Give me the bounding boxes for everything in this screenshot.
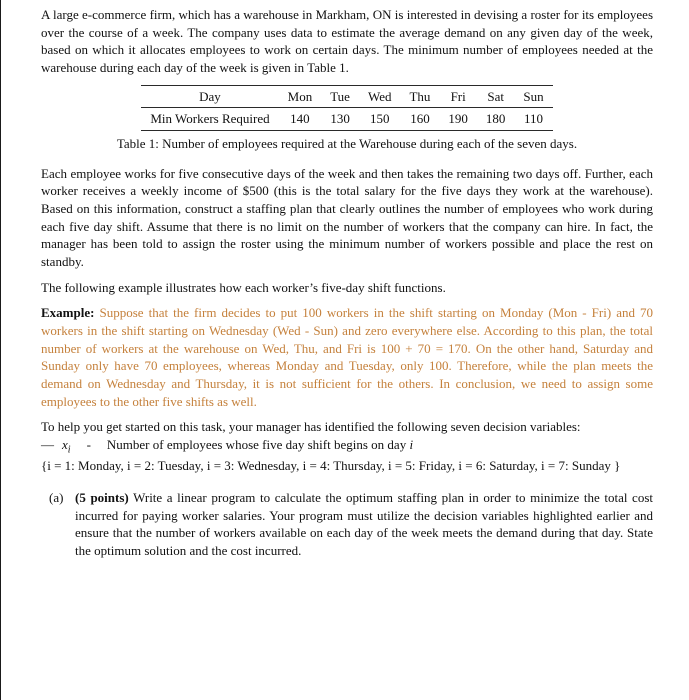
variable-xi: $x_i$ bbox=[62, 437, 71, 456]
table-value-cell: 190 bbox=[448, 111, 468, 127]
table-row-label: Min Workers Required bbox=[150, 111, 270, 127]
decision-variables-intro: To help you get started on this task, your manager has identified the following seven decision variables: bbox=[41, 419, 581, 435]
table-data-row bbox=[141, 108, 552, 131]
demand-table bbox=[141, 85, 552, 131]
table-day-cell: Thu bbox=[400, 85, 439, 108]
shift-rules-paragraph: Each employee works for five consecutive days of the week and then takes the remaining two days off. Further, each worker receives a weekly income of $500 (this is the total salary for the five days they work at the warehouse). Based on this information, construct a staffing plan that clearly outlines the number of employees who work during each five day shift. Assume that there is no limit on the number of workers that the company can hire. In fact, the manager has been told to assign the roster using the minimum number of workers possible and place the rest on standby. bbox=[41, 165, 653, 270]
variable-i: i bbox=[409, 437, 414, 453]
item-a-body bbox=[75, 489, 653, 560]
example-paragraph bbox=[41, 304, 653, 410]
item-a-text: Write a linear program to calculate the optimum staffing plan in order to minimize the total cost incurred for paying worker salaries. Your program must utilize the decision variables highlighted earlier and ensure that the number of workers available on each day of the week meets the demand during that day. State the optimum solution and the cost incurred. bbox=[75, 489, 653, 558]
table-day-cell: Tue bbox=[321, 85, 359, 108]
table-value-cell: 180 bbox=[485, 111, 506, 127]
table-day-cell: Sun bbox=[514, 85, 552, 108]
table-day-cell: Fri bbox=[439, 85, 477, 108]
index-mapping: {i = 1: Monday, i = 2: Tuesday, i = 3: Wednesday, i = 4: Thursday, i = 5: Friday, i = 6: Saturday, i = 7: Sunday } bbox=[41, 458, 621, 474]
intro-paragraph: A large e-commerce firm, which has a warehouse in Markham, ON is interested in devising a roster for its employees over the course of a week. The company uses data to estimate the average demand on any given day of the week, based on which it allocates employees to work on certain days. The minimum number of employees needed at the warehouse during each day of the week is given in Table 1. bbox=[41, 7, 653, 76]
table-value-cell: 110 bbox=[524, 111, 544, 127]
table-value-cell: 160 bbox=[410, 111, 430, 127]
table-caption: Table 1: Number of employees required at the Warehouse during each of the seven days. bbox=[116, 136, 578, 152]
table-value-cell: 140 bbox=[290, 111, 310, 127]
item-a-marker: (a) bbox=[49, 489, 64, 505]
points-label: (5 points) bbox=[75, 489, 129, 505]
table-header-row bbox=[141, 85, 552, 108]
em-dash: — bbox=[41, 437, 54, 453]
item-a bbox=[49, 489, 653, 560]
example-intro-paragraph: The following example illustrates how each worker’s five-day shift functions. bbox=[41, 279, 446, 295]
table-value-cell: 130 bbox=[330, 111, 350, 127]
table-day-cell: Sat bbox=[477, 85, 515, 108]
example-label: Example: bbox=[41, 305, 95, 321]
decision-variables-block bbox=[41, 418, 653, 475]
table-col-header-day: Day bbox=[141, 85, 278, 108]
decision-variable-definition bbox=[41, 436, 653, 457]
definition-separator: - bbox=[86, 437, 91, 453]
table-day-cell: Mon bbox=[279, 85, 322, 108]
variable-description: Number of employees whose five day shift begins on day bbox=[106, 437, 407, 453]
table-value-cell: 150 bbox=[369, 111, 390, 127]
table-day-cell: Wed bbox=[359, 85, 401, 108]
example-text: Suppose that the firm decides to put 100 workers in the shift starting on Monday (Mon - Fri) and 70 workers in the shift starting on Wednesday (Wed - Sun) and zero everywhere else. According to this plan, the total number of workers at the warehouse on Wed, Thu, and Fri is 100 + 70 = 170. On the other hand, Saturday and Sunday only have 70 employees, whereas Monday and Tuesday, only 100. Therefore, while the plan meets the demand on Wednesday and Thursday, it is not sufficient for the others. In conclusion, we need to assign some employees to the other five shifts as well. bbox=[41, 305, 654, 409]
